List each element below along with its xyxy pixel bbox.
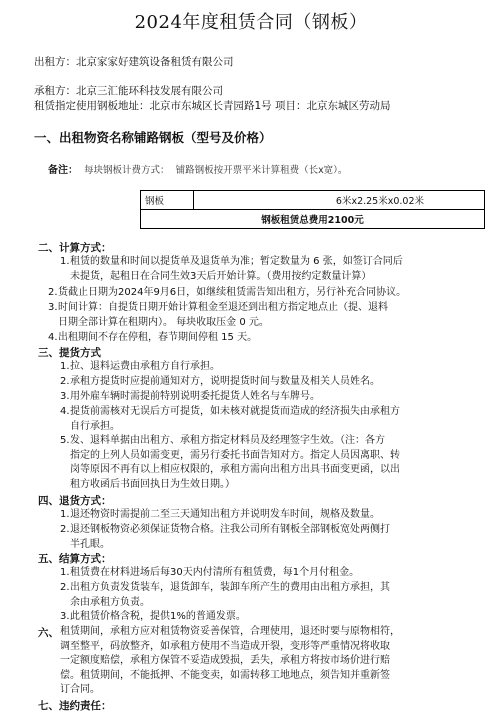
section-3-heading: 三、提货方式	[38, 347, 101, 359]
text-line: 调至整平，码放整齐，如承租方使用不当造成开裂，变形等严重情况将收取	[60, 640, 390, 652]
text-line: 岗等原因不再有以上相应权限的，承租方需向出租方出具书面变更函，以出	[70, 464, 400, 475]
text-line: 指定的上列人员如需变更，需另行委托书面告知对方。指定人员因离职、转	[70, 449, 400, 461]
text-line: 提货前需核对无误后方可提货，如未核对就提货而造成的经济损失由承租方	[70, 406, 400, 417]
item-number: 1.	[60, 256, 70, 267]
text-line: 订合同。	[60, 684, 100, 695]
text-line: 自行承担。	[70, 420, 120, 432]
item-text: 用外雇车辆时需提前特别说明委托提货人姓名与车牌号。	[70, 391, 320, 402]
text-line: 一定额度赔偿，承租方保管不妥造成毁损，丢失，承租方将按市场价进行赔	[60, 655, 390, 666]
item-number: 3.	[60, 391, 70, 402]
item-text	[70, 434, 400, 492]
item-number: 5.	[60, 435, 70, 446]
text-line: 半孔眼。	[70, 538, 110, 550]
section-6-heading: 六、	[38, 627, 59, 639]
text-line: 日期全部计算在租期内）。 每块收取压金 0 元。	[58, 316, 269, 328]
item-text: 租赁费在材料进场后每30天内付清所有租赁费，每1个月付租金。	[70, 567, 360, 578]
text-line: 偿。租赁期间，不能抵押、不能变卖，如需转移工地地点，须告知并重新签	[60, 669, 390, 681]
item-number: 1.	[60, 567, 70, 578]
item-number: 3.	[60, 611, 70, 622]
item-text: 此租赁价格含税，提供1%的普通发票。	[70, 611, 246, 622]
item-text: 出租期间不存在停租，春节期间停租 15 天。	[58, 332, 258, 343]
section-7-heading: 七、违约责任：	[38, 700, 112, 712]
remark	[48, 161, 347, 176]
lessor-line: 出租方：北京家家好建筑设备租赁有限公司	[34, 56, 234, 68]
text-line: 出租方负责发货装车，退货卸车，装卸车所产生的费用由出租方承担，其	[70, 582, 390, 593]
text-line: 余由承租方负责。	[70, 596, 150, 608]
text-line: 租赁期间，承租方应对租赁物资妥善保管，合理使用，退还时要与原物相符，	[60, 626, 400, 637]
total-cost-cell: 钢板租赁总费用2100元	[141, 210, 485, 229]
table-row	[141, 191, 485, 210]
page-title: 2024年度租赁合同（钢板）	[134, 12, 368, 33]
section-2-heading: 二、计算方式：	[38, 242, 112, 254]
item-number: 2.	[60, 582, 70, 593]
section-6-paragraph	[60, 625, 490, 698]
text-line: 未提货，起租日在合同生效3天后开始计算。（费用按约定数量计算）	[70, 270, 372, 282]
text-line: 时间计算：自提货日期开始计算租金至退还到出租方指定地点止（提、退料	[58, 302, 388, 313]
section-1-heading: 一、出租物资名称铺路钢板（型号及价格）	[34, 130, 272, 145]
rental-table	[140, 190, 485, 229]
remark-label: 备注：	[48, 165, 78, 176]
section-4-heading: 四、退货方式：	[38, 495, 112, 507]
lessee-line: 承租方：北京三汇能环科技发展有限公司	[34, 85, 223, 97]
item-text: 货截止日期为2024年9月6日，如继续租赁需告知出租方，另行补充合同协议。	[58, 287, 407, 298]
remark-text-1: 每块钢板计费方式：	[84, 165, 170, 176]
item-text: 承租方提货时应提前通知对方，说明提货时间与数量及相关人员姓名。	[70, 376, 380, 387]
item-number: 3.	[48, 302, 58, 313]
site-line: 租赁指定使用钢板地址：北京市东城区长青园路1号 项目：北京东城区劳动局	[34, 100, 391, 112]
text-line: 租赁的数量和时间以提货单及退货单为准；暂定数量为 6 张，如签订合同后	[70, 256, 403, 267]
item-number: 1.	[60, 509, 70, 520]
item-text	[70, 255, 403, 284]
item-number: 2.	[60, 376, 70, 387]
text-line: 租方收函后书面回执日为生效日期。）	[70, 478, 235, 490]
item-text	[70, 405, 400, 434]
item-number: 2.	[60, 524, 70, 535]
item-cell: 钢板	[141, 191, 194, 210]
item-text	[70, 523, 390, 552]
remark-text-2: 铺路钢板按开票平米计算租费（长x宽）。	[175, 165, 348, 176]
item-number: 4.	[60, 406, 70, 417]
text-line: 退还钢板物资必须保证货物合格。注我公司所有钢板全部钢板宽处两侧打	[70, 524, 390, 535]
section-5-heading: 五、结算方式：	[38, 553, 112, 565]
item-number: 1.	[60, 361, 70, 372]
item-text: 退还物资时需提前二至三天通知出租方并说明发车时间，规格及数量。	[70, 509, 380, 520]
text-line: 发、退料单据由出租方、承租方指定材料员及经理签字生效。（注：各方	[70, 435, 385, 446]
item-number: 2.	[48, 287, 58, 298]
item-text: 拉、退料运费由承租方自行承担。	[70, 361, 220, 372]
spec-cell: 6米x2.25米x0.02米	[194, 191, 485, 210]
item-text	[70, 581, 390, 610]
item-text	[58, 301, 388, 330]
table-row	[141, 210, 485, 229]
item-number: 4.	[48, 332, 58, 343]
